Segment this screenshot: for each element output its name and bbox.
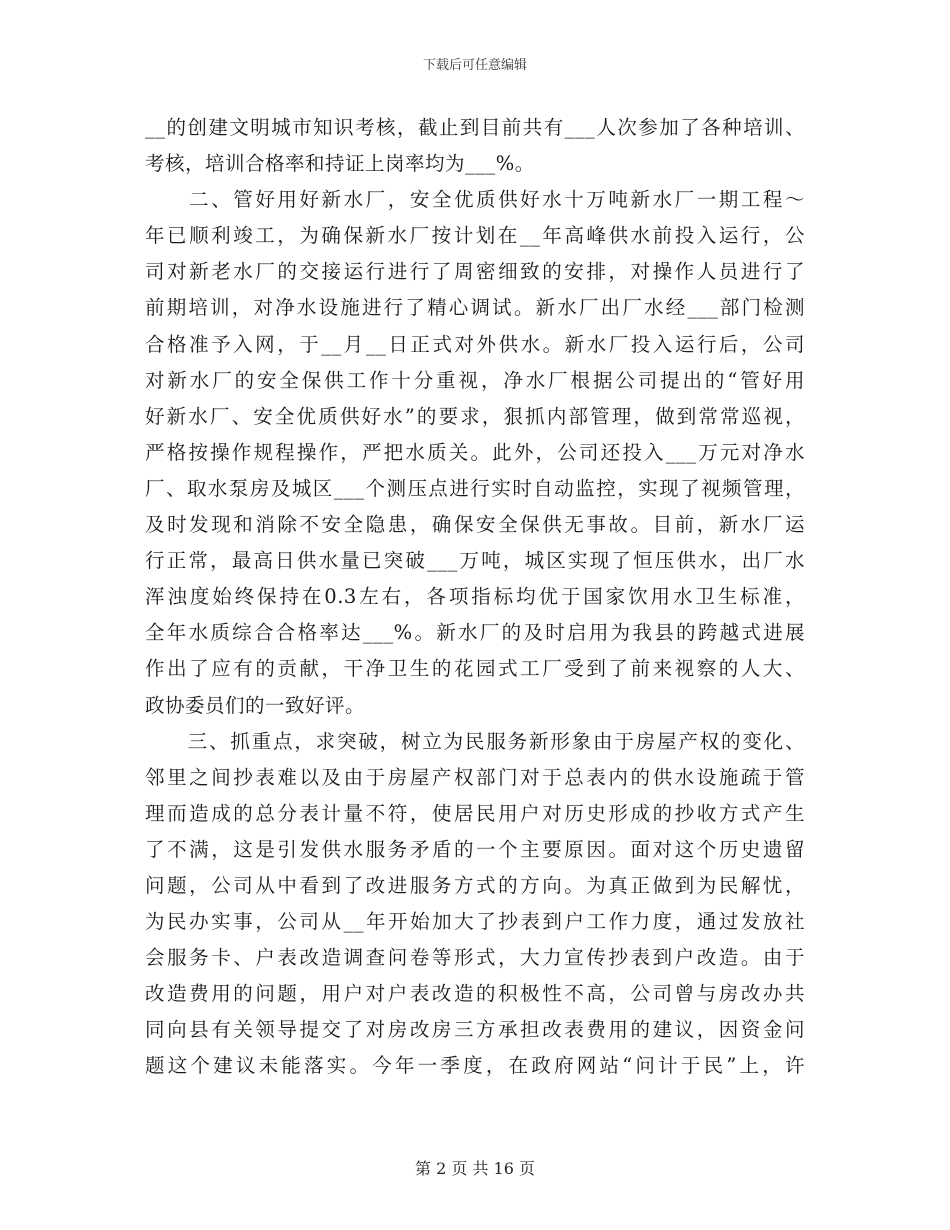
text-line: 作出了应有的贡献，干净卫生的花园式工厂受到了前来视察的人大、	[145, 657, 805, 681]
page-footer: 第 2 页 共 16 页	[415, 1159, 535, 1178]
document-body	[145, 110, 805, 1085]
text-line: 了不满，这是引发供水服务矛盾的一个主要原因。面对这个历史遗留	[145, 837, 805, 861]
text-line: 同向县有关领导提交了对房改房三方承担改表费用的建议，因资金问	[145, 1018, 805, 1042]
text-line: 合格准予入网，于__月__日正式对外供水。新水厂投入运行后，公司	[145, 332, 805, 356]
text-line: 改造费用的问题，用户对户表改造的积极性不高，公司曾与房改办共	[145, 982, 805, 1006]
text-line: 好新水厂、安全优质供好水”的要求，狠抓内部管理，做到常常巡视，	[145, 404, 805, 428]
page-header: 下载后可任意编辑	[422, 58, 527, 73]
text-line: 严格按操作规程操作，严把水质关。此外，公司还投入___万元对净水	[145, 440, 805, 464]
text-line: __的创建文明城市知识考核，截止到目前共有___人次参加了各种培训、	[145, 116, 805, 139]
text-line: 考核，培训合格率和持证上岗率均为___%。	[145, 152, 535, 176]
text-line: 厂、取水泵房及城区___个测压点进行实时自动监控，实现了视频管理，	[145, 476, 805, 500]
text-line: 前期培训，对净水设施进行了精心调试。新水厂出厂水经___部门检测	[145, 296, 805, 320]
text-line: 行正常，最高日供水量已突破___万吨，城区实现了恒压供水，出厂水	[145, 549, 805, 573]
text-line: 司对新老水厂的交接运行进行了周密细致的安排，对操作人员进行了	[145, 260, 805, 284]
text-line: 题这个建议未能落实。今年一季度，在政府网站“问计于民”上，许	[145, 1054, 805, 1078]
text-line: 会服务卡、户表改造调查问卷等形式，大力宣传抄表到户改造。由于	[145, 946, 805, 970]
text-line: 二、管好用好新水厂，安全优质供好水十万吨新水厂一期工程～	[145, 188, 805, 212]
text-line: 为民办实事，公司从__年开始加大了抄表到户工作力度，通过发放社	[145, 910, 805, 934]
text-line: 邻里之间抄表难以及由于房屋产权部门对于总表内的供水设施疏于管	[145, 765, 805, 789]
text-line: 政协委员们的一致好评。	[145, 693, 366, 717]
text-line: 年已顺利竣工，为确保新水厂按计划在__年高峰供水前投入运行，公	[145, 224, 805, 248]
text-line: 理而造成的总分表计量不符，使居民用户对历史形成的抄收方式产生	[145, 801, 805, 825]
text-line: 及时发现和消除不安全隐患，确保安全保供无事故。目前，新水厂运	[145, 513, 805, 537]
text-line: 浑浊度始终保持在0.3左右，各项指标均优于国家饮用水卫生标准，	[145, 585, 805, 609]
text-line: 三、抓重点，求突破，树立为民服务新形象由于房屋产权的变化、	[145, 729, 805, 753]
text-line: 对新水厂的安全保供工作十分重视，净水厂根据公司提出的“管好用	[145, 368, 805, 392]
text-line: 问题，公司从中看到了改进服务方式的方向。为真正做到为民解忧，	[145, 873, 805, 897]
text-line: 全年水质综合合格率达___%。新水厂的及时启用为我县的跨越式进展	[145, 621, 805, 645]
